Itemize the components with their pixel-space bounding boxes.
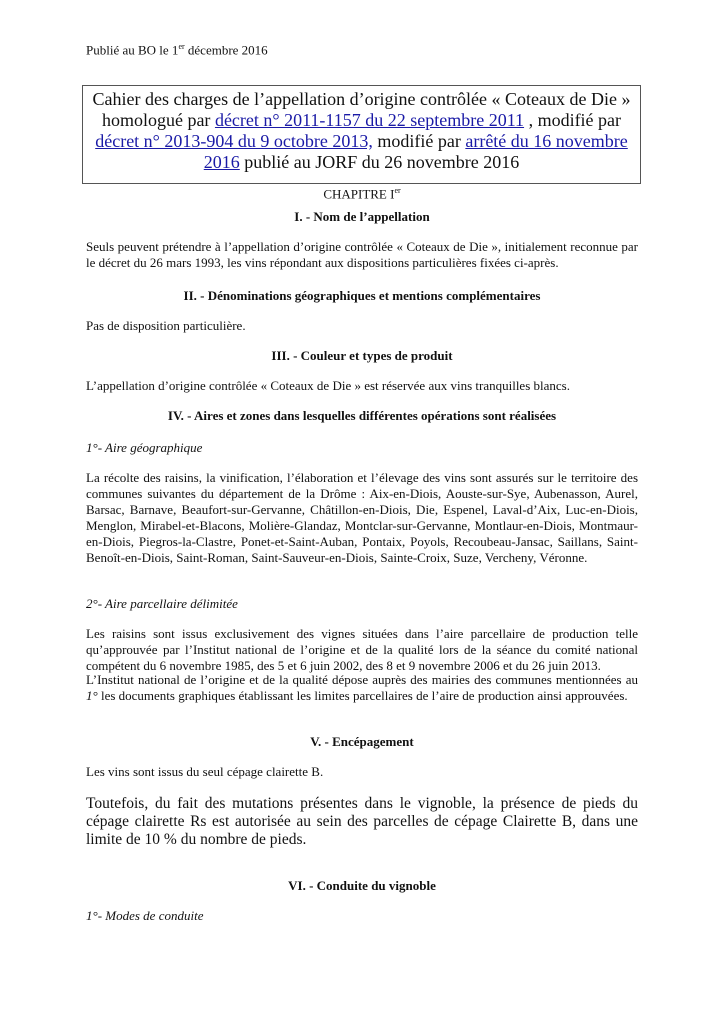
document-title: Cahier des charges de l’appellation d’origine contrôlée « Coteaux de Die » homologué par décret n° 2011-1157 du 22 septembre 2011 , modifié par décret n° 2013-904 du 9 octobre 2013, modifié par arrêté du 16 novembre 2016 publié au JORF du 26 novembre 2016 [92,89,631,172]
decree-2013-link[interactable]: décret n° 2013-904 du 9 octobre 2013, [95,131,373,151]
section-text-5-mutations: Toutefois, du fait des mutations présentes dans le vignoble, la présence de pieds du cépage clairette Rs est autorisée au sein des parcelles de cépage Clairette B, dans une limite de 10 % du nombre de pieds. [86,795,638,848]
section-text-3: L’appellation d’origine contrôlée « Coteaux de Die » est réservée aux vins tranquilles blancs. [86,378,570,393]
section-text-5-cepage: Les vins sont issus du seul cépage clairette B. [86,764,324,779]
section-heading-4: IV. - Aires et zones dans lesquelles différentes opérations sont réalisées [167,408,557,423]
title-box [82,85,641,184]
arrete-2016-link[interactable]: arrêté du 16 novembre 2016 [203,131,628,172]
section-text-2: Pas de disposition particulière. [86,318,246,333]
section-heading-2: II. - Dénominations géographiques et mentions complémentaires [183,288,541,303]
section-text-4-parcellaire: Les raisins sont issus exclusivement des vignes situées dans l’aire parcellaire de production telle qu’approuvée par l’Institut national de l’origine et de la qualité lors de la séance du comité national compétent du 6 novembre 1985, des 5 et 6 juin 2002, des 8 et 9 novembre 2006 et du 26 juin 2013. [86,626,638,673]
chapter-label: CHAPITRE Ier [323,186,401,202]
decree-2011-link[interactable]: décret n° 2011-1157 du 22 septembre 2011 [214,110,525,130]
section-heading-6: VI. - Conduite du vignoble [288,878,436,893]
section-heading-5: V. - Encépagement [310,734,414,749]
subsection-aire-parcellaire: 2°- Aire parcellaire délimitée [86,596,238,611]
section-text-4-documents: L’Institut national de l’origine et de la qualité dépose auprès des mairies des communes mentionnées au 1° les documents graphiques établissant les limites parcellaires de l’aire de production ainsi approuvées. [86,672,638,703]
section-text-1: Seuls peuvent prétendre à l’appellation d’origine contrôlée « Coteaux de Die », initialement reconnue par le décret du 26 mars 1993, les vins répondant aux dispositions particulières fixées ci-après. [86,239,638,270]
publication-note: Publié au BO le 1er décembre 2016 [86,42,268,58]
subsection-aire-geographique: 1°- Aire géographique [86,440,203,455]
section-heading-1: I. - Nom de l’appellation [294,209,430,224]
subsection-modes-conduite: 1°- Modes de conduite [86,908,204,923]
section-heading-3: III. - Couleur et types de produit [271,348,453,363]
section-text-4-communes: La récolte des raisins, la vinification, l’élaboration et l’élevage des vins sont assurés sur le territoire des communes suivantes du département de la Drôme : Aix-en-Diois, Aouste-sur-Sye, Aubenasson, Aurel, Barsac, Barnave, Beaufort-sur-Gervanne, Châtillon-en-Diois, Die, Espenel, Laval-d’Aix, Luc-en-Diois, Menglon, Mirabel-et-Blacons, Molière-Glandaz, Montclar-sur-Gervanne, Montlaur-en-Diois, Montmaur-en-Diois, Piegros-la-Clastre, Ponet-et-Saint-Auban, Pontaix, Poyols, Recoubeau-Jansac, Saillans, Saint-Benoît-en-Diois, Saint-Roman, Saint-Sauveur-en-Diois, Sainte-Croix, Suze, Vercheny, Véronne. [86,470,638,565]
